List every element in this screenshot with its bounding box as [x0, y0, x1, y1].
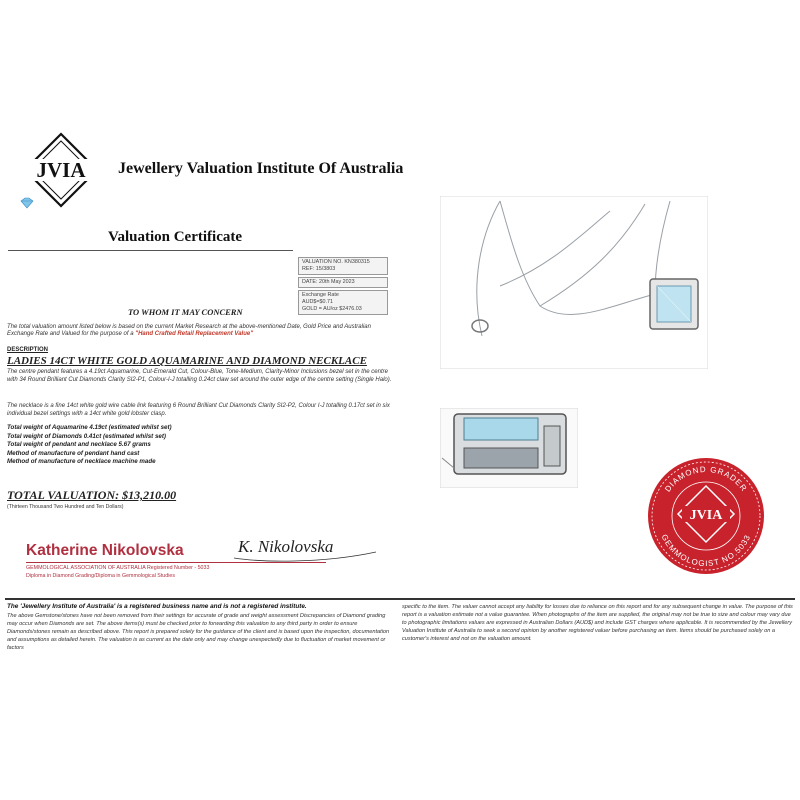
valuation-date: DATE: 20th May 2023 [302, 279, 355, 285]
signer-credential-1: GEMMOLOGICAL ASSOCIATION OF AUSTRALIA Registered Number - 5033 [26, 565, 210, 571]
certificate-title: Valuation Certificate [108, 229, 243, 245]
footer-left-column [7, 603, 392, 653]
pendant-photo [440, 408, 578, 488]
reference-number: REF: 15/3803 [302, 266, 336, 272]
signer-name: Katherine Nikolovska [26, 542, 184, 559]
aquamarine-weight: Total weight of Aquamarine 4.19ct (estimated whilst set) [7, 424, 172, 431]
description-paragraph-2: The necklace is a fine 14ct white gold wire cable link featuring 6 Round Brilliant Cut Diamonds Clarity SI2-P2, Colour I-J totalling 0.17ct set in six individual bezel settings with a 14ct white gold lobster clasp. [7, 403, 390, 417]
logo-text: JVIA [36, 158, 86, 182]
signature [230, 528, 380, 570]
signer-credential-2: Diploma in Diamond Grading/Diploma in Gemmological Studies [26, 573, 175, 579]
total-valuation: TOTAL VALUATION: $13,210.00 [7, 488, 177, 502]
gold-weight: Total weight of pendant and necklace 5.67 grams [7, 441, 151, 449]
pendant-method: Method of manufacture of pendant hand cast [7, 449, 140, 457]
intro-highlight: "Hand Crafted Retail Replacement Value" [135, 331, 254, 338]
exchange-label: Exchange Rate [302, 292, 339, 298]
diamond-grader-seal [646, 456, 766, 576]
footer-right-column: specific to the item. The valuer cannot accept any liability for losses due to reliance on this report and for any subsequent change in value. The purpose of this report is a valuation estimate not a value guarantee. When photographs of the item are supplied, the original may not be true to size and colour may vary due to photographic limitations values are expressed in Australian Dollars (AUD$) and include GST charges where applicable. It is recommended by the Jewellery Valuation Institute of Australia to seek a second opinion by another registered valuer before purchasing an item. Items should be purchased solely on a customer's interest and not on the valuation amount. [402, 604, 793, 643]
signature-text: K. Nikolovska [238, 537, 334, 556]
valuation-number-cell [298, 257, 388, 275]
valuation-number: VALUATION NO. KN380315 [302, 259, 370, 265]
total-valuation-words: (Thirteen Thousand Two Hundred and Ten Dollars) [7, 504, 124, 510]
jvia-logo [15, 132, 107, 214]
seal-top-text: DIAMOND GRADER [663, 464, 749, 494]
item-title: LADIES 14CT WHITE GOLD AQUAMARINE AND DIAMOND NECKLACE [7, 355, 367, 367]
exchange-cell [298, 290, 388, 315]
valuation-meta-box [298, 257, 388, 317]
diamond-icon [21, 198, 33, 208]
salutation: TO WHOM IT MAY CONCERN [128, 307, 243, 317]
diamond-weight: Total weight of Diamonds 0.41ct (estimated whilst set) [7, 432, 166, 440]
description-paragraph-1: The centre pendant features a 4.19ct Aquamarine, Cut-Emerald Cut, Colour-Blue, Tone-Medium, Clarity-Minor Inclusions bezel set in the centre with 34 Round Brilliant Cut Diamonds Clarity SI2-P1, Colour-I-J totalling 0.24ct claw set around the outer edge of the centre setting (Single Halo). [7, 369, 392, 383]
item-facts [7, 424, 172, 467]
description-heading: DESCRIPTION [7, 347, 49, 353]
footer-disclaimer-heading: The 'Jewellery Institute of Australia' is a registered business name and is not a registered institute. [7, 603, 307, 610]
seal-bottom-text: GEMMOLOGIST NO.5033 [659, 532, 753, 569]
intro-paragraph [7, 324, 397, 339]
date-cell [298, 277, 388, 288]
gold-price: GOLD = AU/oz $2476.03 [302, 306, 362, 312]
pendant-icon [650, 279, 698, 329]
title-divider [8, 250, 293, 251]
necklace-photo [440, 196, 708, 369]
footer-left-text: The above Gemstone/stones have not been removed from their settings for accurate of grade and weight assessment Discrepancies of Diamond grading may occur when Diamonds are set. The above items(s) must be checked prior to forwarding this valuation to any third party in order to ensure Diamonds/stones remain as described above. This report is prepared solely for the guidance of the client and is based upon the inspection, documentation and assumptions as detailed herein. The valuation is as current as the date only and may change unexpectedly due to fluctuation of market movement or factors [7, 613, 390, 652]
footer-divider [5, 598, 795, 600]
seal-center-text: JVIA [689, 508, 723, 523]
intro-text: The total valuation amount listed below is based on the current Market Research at the above-mentioned Date, Gold Price and Australian Exchange Rate and Valued for the purpose of a [7, 324, 371, 338]
aud-usd-rate: AUD$=$0.71 [302, 299, 334, 305]
necklace-method: Method of manufacture of necklace machine made [7, 458, 156, 466]
signature-line [26, 562, 326, 563]
institute-name: Jewellery Valuation Institute Of Australia [118, 160, 404, 177]
